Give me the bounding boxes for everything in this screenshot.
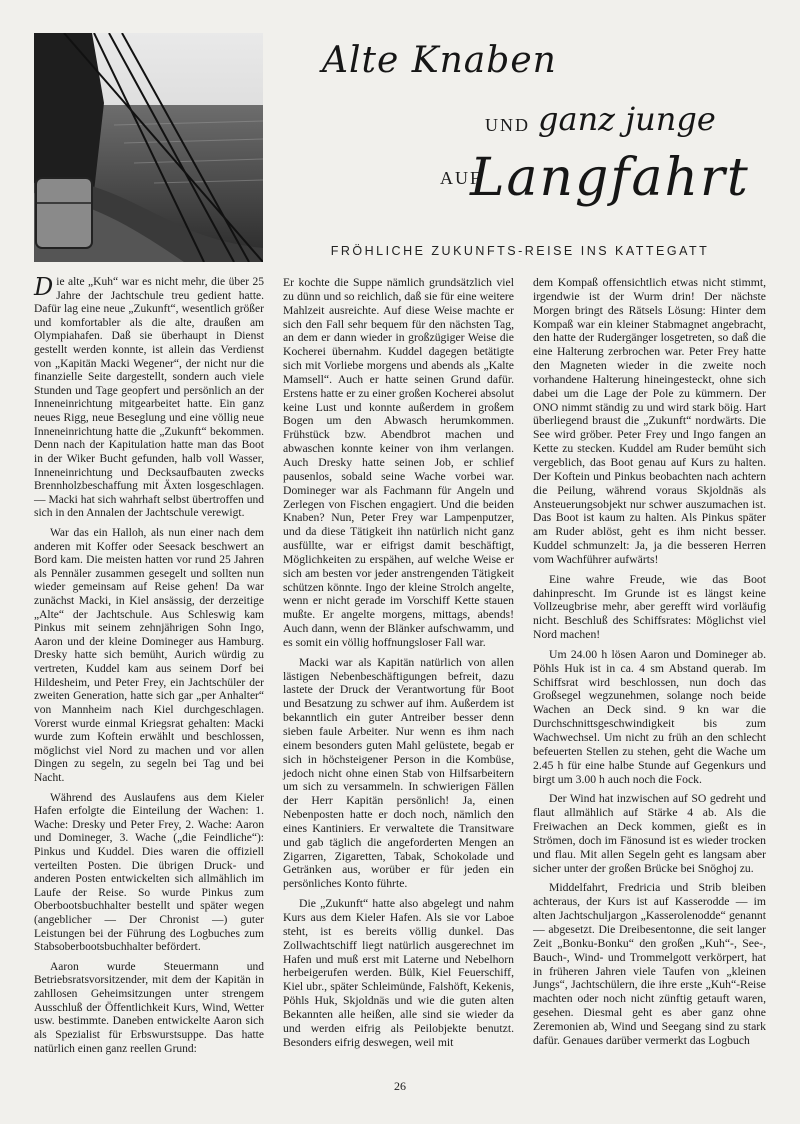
article-column-3	[533, 276, 766, 1054]
title-word-und: UND	[485, 115, 530, 135]
title-word-auf: AUF	[440, 168, 483, 188]
article-column-1	[34, 273, 264, 1062]
drop-cap: D	[34, 273, 54, 301]
paragraph: Aaron wurde Steuermann und Betriebsratsvorsitzender, mit dem der Kapitän in zahllosen Geheimsitzungen unter strengem Ausschluß der Öffentlichkeit Kurs, Wind, Wetter usw. bestimmte. Daneben entwickelte Aaron sich als Spezialist für Erbswurstsuppe. Das hatte natürlich einen ganz reellen Grund:	[34, 960, 264, 1055]
paragraph-text: ie alte „Kuh“ war es nicht mehr, die über 25 Jahre der Jachtschule treu gedient hatte. Dafür lag eine neue „Zukunft“, wesentlich größer und komfortabler als die alte, draußen am Olympiahafen. Daß sie überhaupt in Dienst gestellt werden konnte, ist allein das Verdienst von „Kapitän Macki Wegener“, der nicht nur die finanzielle Seite dargestellt, sondern auch viele Stunden und Tage geopfert und persönlich an der Inneneinrichtung mitgearbeitet hatte. Ein ganz neues Rigg, neue Beseglung und eine völlig neue Inneneinrichtung hatte die „Zukunft“ bekommen. Denn nach der Kapitulation hatte man das Boot in der Wiker Bucht gefunden, halb voll Wasser, Inneneinrichtung und Decksaufbauten zwecks Brennholzbeschaffung mit Äxten losgeschlagen. — Macki hat sich wahrhaft selbst übertroffen und sich in den Annalen der Jachtschule verewigt.	[34, 276, 264, 520]
sailing-photo	[34, 33, 263, 262]
paragraph: War das ein Halloh, als nun einer nach dem anderen mit Koffer oder Seesack beschwert an Bord kam. Die meisten hatten vor rund 25 Jahren als Pennäler zusammen gesegelt und sollten nun wieder gemeinsam auf Reise gehen! Da war zunächst Macki, in Kiel ansässig, der derzeitige „Alte“ der Jachtschule. Aus Schleswig kam Pinkus mit seinem zehnjährigen Sohn Ingo, Aaron und der kleine Domineger aus Hamburg. Dresky hatte sich bemüht, Aurich würdig zu vertreten, Kuddel kam aus seinem Dorf bei Hildesheim, und Peter Frey, ein Jachtschüler der zweiten Generation, hatte sich gar „per Anhalter“ von Mannheim nach Kiel durchgeschlagen. Vorerst wurde einmal Kriegsrat gehalten: Macki wurde zum Koftein erwählt und beschlossen, möglichst viel Nord zu machen und vor allen Dingen zu segeln, zu segeln bei Tag und bei Nacht.	[34, 526, 264, 784]
paragraph: Eine wahre Freude, wie das Boot dahinprescht. Im Grunde ist es längst keine Vollzeugbrise mehr, aber gerefft wird vorläufig nicht. Beschluß des Schiffsrates: Möglichst viel Nord machen!	[533, 572, 766, 642]
title-line-3: Langfahrt	[470, 148, 750, 208]
title-line-2: ganz junge	[538, 100, 716, 138]
page-number: 26	[394, 1079, 406, 1093]
paragraph: Der Wind hat inzwischen auf SO gedreht und flaut allmählich auf Stärke 4 ab. Als die Freiwachen an Deck kommen, gießt es in Strömen, doch im Fänosund ist es wieder trocken und flau. Mit allen Segeln geht es langsam aber sicher unter der großen Brücke bei Snöghoj zu.	[533, 792, 766, 875]
article-subtitle: FRÖHLICHE ZUKUNFTS-REISE INS KATTEGATT	[330, 244, 710, 258]
paragraph: Middelfahrt, Fredricia und Strib bleiben achteraus, der Kurs ist auf Kasserodde — im alten Jachtschuljargon „Kasserolenodde“ genannt — abgesetzt. Die Dreibesentonne, die seit langer Zeit „Bonku-Bonku“ den großen „Kuh“-, See-, Bauch-, Wind- und Trommelgott verkörpert, hat in früheren Jahren viele Taufen von „kleinen Jungs“, Jachtschülern, die ihre erste „Kuh“-Reise machten oder noch nicht zünftig getauft waren, gesehen. Diesmal geht es aber ganz ohne Zeremonien ab, Wind und Seegang sind zu stark dafür. Genaues darüber vermerkt das Logbuch	[533, 881, 766, 1047]
title-line-1: Alte Knaben	[322, 40, 557, 81]
paragraph: Um 24.00 h lösen Aaron und Domineger ab. Pöhls Huk ist in ca. 4 sm Abstand querab. Im Schiffsrat wird beschlossen, nun doch das Großsegel wegzunehmen, solange noch beide Wachen an Deck sind. 9 kn war die Durchschnittsgeschwindigkeit bis zum Wachwechsel. Um nicht zu früh an den schlecht befeuerten Stellen zu stehen, geht die Wache um 2.45 h für eine halbe Stunde auf Gegenkurs und birgt um 3.00 h auch noch die Fock.	[533, 647, 766, 786]
paragraph: Macki war als Kapitän natürlich von allen lästigen Nebenbeschäftigungen befreit, dazu lastete der Druck der Verantwortung für Boot und Besatzung zu schwer auf ihm. Außerdem ist bekanntlich ein guter Antreiber besser denn sieben faule Arbeiter. Nur wenn es ihm nach einem besonders guten Mahl gelüstete, begab er sich in höchsteigener Person in die Kombüse, jedoch nicht ohne einen Stab von Hilfsarbeitern um sich zu versammeln. In schwierigen Fällen der Herr Kapitän persönlich! Ja, einen Nebenposten hatte er doch noch, nämlich den eines Kantiniers. Er verwaltete die Transitware und gab täglich die angeforderten Mengen an Zigarren, Zigaretten, Tabak, Schokolade und Getränken aus, worüber er für jeden ein persönliches Konto führte.	[283, 655, 514, 891]
paragraph: dem Kompaß offensichtlich etwas nicht stimmt, irgendwie ist der Wurm drin! Der nächste Morgen bringt des Rätsels Lösung: Hinter dem Kompaß war ein kleiner Stabmagnet angebracht, den hatte der Rudergänger losgetreten, so daß die eine Halterung zerbrochen war. Peter Frey hatte den Magneten wieder in die zweite noch vorhandene Halterung hineingesteckt, ohne sich dabei um die Lage der Pole zu kümmern. Der ONO nimmt ständig zu und wird stark böig. Hart überliegend braust die „Zukunft“ nordwärts. Die See wird gröber. Peter Frey und Ingo fangen an Kette zu stecken. Kuddel am Ruder bemüht sich vergeblich, das Boot genau auf Kurs zu halten. Der Koftein und Pinkus beobachten nach achtern die Peilung, während voraus Skjoldnäs als Ansteuerungsobjekt nur schwer auszumachen ist. Das Boot ist kaum zu halten. Als Pinkus später am Ruder ablöst, geht es ihm nicht besser. Kuddel schmunzelt: Ja, ja die besseren Herren vom Wachführer aufwärts!	[533, 276, 766, 566]
paragraph: Er kochte die Suppe nämlich grundsätzlich viel zu dünn und so reichlich, daß sie für eine weitere Mahlzeit ausreichte. Auf diese Weise machte er sich den Fall sehr bequem für den nächsten Tag, an dem er dann wieder in großzügiger Weise die Kocherei übernahm. Kuddel dagegen betätigte sich mit Vorliebe morgens und abends als „Kalte Mamsell“. Auch er hatte seinen Grund dafür. Erstens hatte er zu einer großen Kocherei absolut keine Lust und konnte außerdem in großem Bogen um den Abwasch herumkommen. Frühstück bzw. Abendbrot machen und abwaschen konnte keiner von ihm verlangen. Auch Dresky hatte seinen Job, er schlief pausenlos, sobald seine Wache vorbei war. Domineger war als Fachmann für Angeln und Zerlegen von Fischen engagiert. Und die beiden Knaben? Nun, Peter Frey war Lampenputzer, und da diese Tätigkeit ihn natürlich nicht ganz ausfüllte, war er eifrigst damit beschäftigt, Möglichkeiten zu erspähen, auf welche Weise er sich am besten vor jeder anstrengenden Tätigkeit schützen könnte. Ingo der kleine Strolch angelte, wenn er nicht gerade im Vorschiff Kette stauen mußte. Er angelte morgens, mittags, abends! Auch dann, wenn der Blänker aufschwamm, und es somit ein völlig hoffnungsloser Fall war.	[283, 276, 514, 649]
paragraph	[34, 273, 264, 521]
paragraph: Die „Zukunft“ hatte also abgelegt und nahm Kurs aus dem Kieler Hafen. Als sie vor Laboe steht, ist es bereits völlig dunkel. Das Zollwachtschiff liegt natürlich ausgerechnet im Hafen und muß erst mit Laterne und Nebelhorn herbeigerufen werden. Bülk, Kiel Feuerschiff, Kiel ubr., später Schleimünde, Falshöft, Kekenis, Pöhls Huk, Skjoldnäs und wie die guten alten Bekannten alle heißen, alle sind sie wieder da und werden eifrig als Peilobjekte benutzt. Besonders eifrig deswegen, weil mit	[283, 897, 514, 1049]
sailboat-image	[34, 33, 263, 262]
paragraph: Während des Auslaufens aus dem Kieler Hafen erfolgte die Einteilung der Wachen: 1. Wache: Dresky und Peter Frey, 2. Wache: Aaron und Domineger, 3. Wache („die Feindliche“): Pinkus und Kuddel. Dies waren die offiziell verteilten Posten. Die übrigen Druck- und anderen Posten entwickelten sich allmählich im Laufe der Reise. So wurde Pinkus zum Oberbootsbuchhalter bestellt und später wegen (angeblicher — Der Chronist —) guter Leistungen bei der Führung des Logbuches zum Stabsoberbootsbuchhalter befördert.	[34, 791, 264, 954]
article-column-2	[283, 276, 514, 1055]
